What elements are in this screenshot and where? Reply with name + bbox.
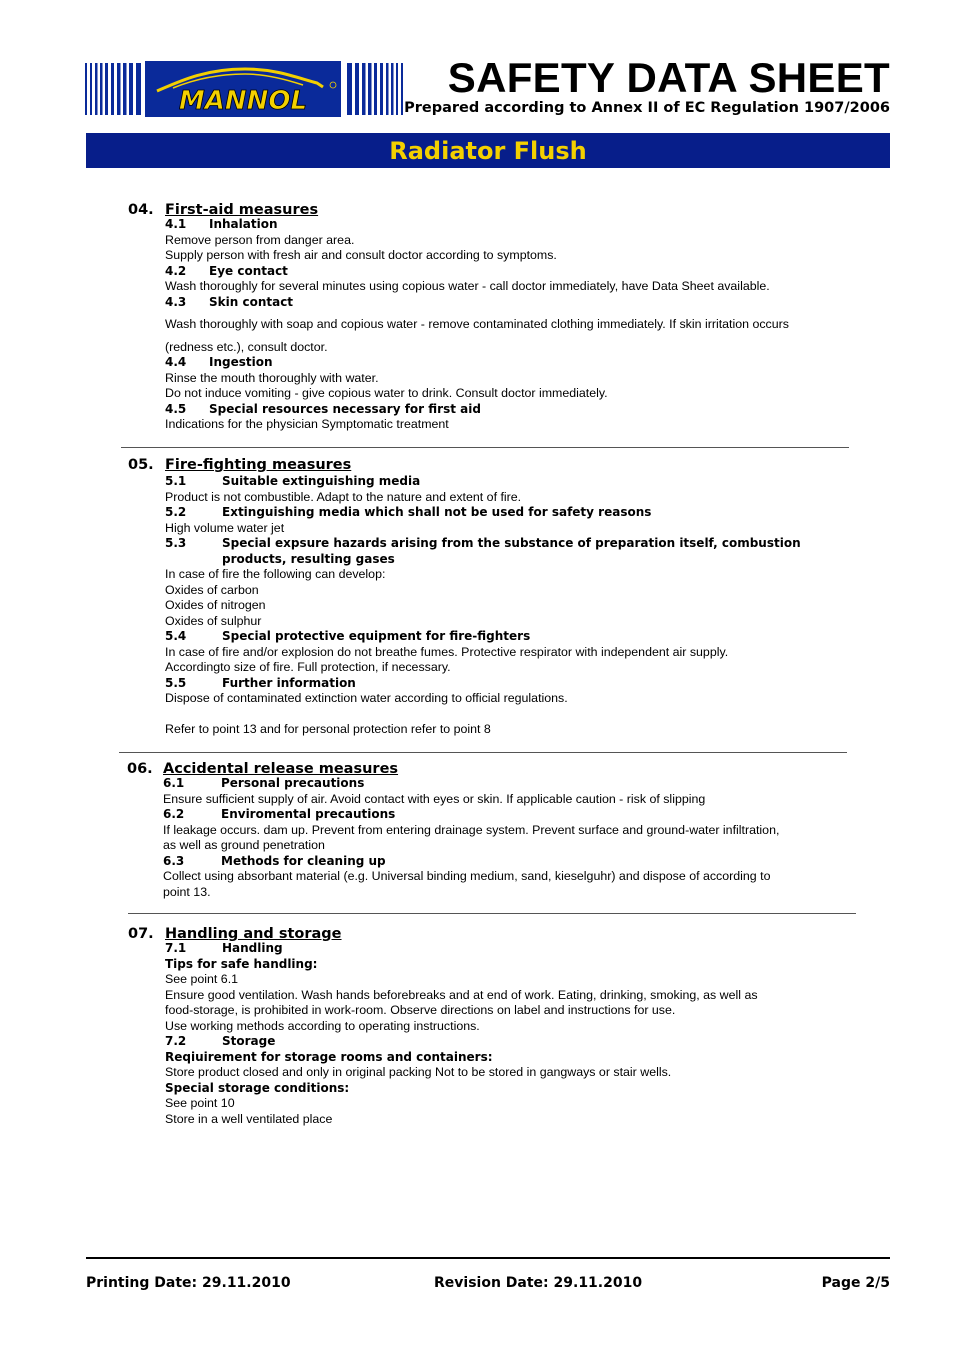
subsection-number: 4.5	[165, 401, 187, 416]
subsection-title: Suitable extinguishing media	[222, 474, 421, 488]
section-accidental-release	[163, 776, 779, 900]
subsection-heading	[165, 264, 789, 280]
section-number: 04.	[128, 202, 154, 218]
document-title: SAFETY DATA SHEET	[447, 54, 890, 101]
subsection-number: 5.4	[165, 629, 187, 643]
section-fire-fighting	[165, 474, 801, 737]
text-line: (redness etc.), consult doctor.	[165, 339, 328, 354]
subsection-number: 4.2	[165, 263, 187, 278]
section-number: 07.	[128, 926, 154, 942]
text-line: Supply person with fresh air and consult doctor according to symptoms.	[165, 248, 557, 262]
subsection-heading	[165, 629, 801, 645]
product-name: Radiator Flush	[389, 137, 587, 165]
subsection-number: 4.3	[165, 294, 187, 309]
subsection-number: 4.1	[165, 217, 187, 231]
text-line: See point 6.1	[165, 972, 239, 986]
text-line: Product is not combustible. Adapt to the nature and extent of fire.	[165, 489, 522, 504]
subsection-number: 5.1	[165, 474, 187, 488]
subsection-heading	[165, 217, 789, 233]
subsection-title: Special expsure hazards arising from the substance of preparation itself, combustion	[222, 536, 801, 550]
subsection-number: 7.2	[165, 1034, 187, 1048]
text-line: Wash thoroughly with soap and copious water - remove contaminated clothing immediately. If skin irritation occurs	[165, 317, 789, 331]
subsection-title: Further information	[222, 675, 356, 690]
text-line: food-storage, is prohibited in work-room. Observe directions on label and instructions for use.	[165, 1003, 676, 1017]
bold-label: Special storage conditions:	[165, 1080, 350, 1095]
bold-label: Tips for safe handling:	[165, 956, 318, 971]
subsection-number: 6.3	[163, 853, 185, 868]
text-line: Indications for the physician Symptomatic treatment	[165, 417, 449, 431]
subsection-heading	[163, 776, 779, 792]
subsection-title: Ingestion	[209, 355, 273, 369]
section-title: First-aid measures	[165, 202, 319, 218]
subsection-number: 6.1	[163, 776, 185, 790]
text-line: High volume water jet	[165, 520, 285, 535]
page-number: Page 2/5	[821, 1275, 890, 1291]
subsection-heading	[163, 807, 779, 823]
text-line: as well as ground penetration	[163, 838, 325, 852]
text-line: Dispose of contaminated extinction water according to official regulations.	[165, 691, 568, 705]
footer-divider	[86, 1257, 890, 1259]
text-line: Oxides of nitrogen	[165, 598, 266, 612]
subsection-heading	[165, 1034, 758, 1050]
document-subtitle: Prepared according to Annex II of EC Regulation 1907/2006	[404, 100, 890, 116]
subsection-heading	[163, 854, 779, 870]
section-handling-storage	[165, 941, 758, 1127]
subsection-title: Inhalation	[209, 217, 278, 231]
text-line: Rinse the mouth thoroughly with water.	[165, 370, 379, 385]
printing-date: Printing Date: 29.11.2010	[86, 1275, 291, 1291]
section-first-aid	[165, 217, 789, 433]
subsection-number: 5.2	[165, 505, 187, 519]
subsection-heading	[165, 676, 801, 692]
text-line: Ensure good ventilation. Wash hands beforebreaks and at end of work. Eating, drinking, smoking, as well as	[165, 987, 758, 1002]
text-line: In case of fire and/or explosion do not breathe fumes. Protective respirator with independent air supply.	[165, 644, 729, 659]
subsection-number: 5.3	[165, 536, 187, 550]
subsection-title: Skin contact	[209, 294, 294, 309]
section-divider	[121, 447, 849, 448]
subsection-heading	[165, 505, 801, 521]
text-line: In case of fire the following can develop:	[165, 567, 386, 581]
text-line: Use working methods according to operating instructions.	[165, 1018, 480, 1033]
section-number: 06.	[127, 761, 153, 777]
subsection-title: Special protective equipment for fire-fighters	[222, 629, 531, 643]
mannol-logo	[85, 61, 405, 117]
subsection-heading	[165, 402, 789, 418]
text-line: Remove person from danger area.	[165, 232, 355, 247]
text-line: See point 10	[165, 1096, 235, 1110]
subsection-title: Personal precautions	[221, 776, 365, 790]
text-line: Store product closed and only in original packing Not to be stored in gangways or stair wells.	[165, 1065, 672, 1079]
section-title: Handling and storage	[165, 926, 342, 942]
subsection-heading	[165, 295, 789, 311]
bold-label: Reqiuirement for storage rooms and containers:	[165, 1049, 493, 1064]
section-divider	[119, 752, 847, 753]
text-line: Do not induce vomiting - give copious water to drink. Consult doctor immediately.	[165, 386, 608, 400]
subsection-title: Eye contact	[209, 263, 288, 278]
text-line: Collect using absorbant material (e.g. Universal binding medium, sand, kieselguhr) and dispose of according to	[163, 869, 771, 883]
text-line: Accordingto size of fire. Full protection, if necessary.	[165, 660, 451, 674]
subsection-title: Storage	[222, 1034, 276, 1048]
subsection-title: Extinguishing media which shall not be used for safety reasons	[222, 505, 652, 519]
subsection-heading	[165, 941, 758, 957]
text-line: If leakage occurs. dam up. Prevent from entering drainage system. Prevent surface and ground-water infiltration,	[163, 822, 780, 837]
subsection-title: Handling	[222, 941, 283, 955]
section-number: 05.	[128, 457, 154, 473]
text-line: Ensure sufficient supply of air. Avoid contact with eyes or skin. If applicable caution - risk of slipping	[163, 791, 706, 806]
subsection-heading	[165, 355, 789, 371]
text-line: Store in a well ventilated place	[165, 1111, 333, 1126]
section-divider	[128, 913, 856, 914]
subsection-heading	[165, 536, 801, 552]
subsection-number: 4.4	[165, 355, 187, 369]
text-line: Oxides of carbon	[165, 582, 259, 597]
subsection-heading	[165, 474, 801, 490]
revision-date: Revision Date: 29.11.2010	[434, 1275, 643, 1291]
text-line: Refer to point 13 and for personal protection refer to point 8	[165, 721, 491, 736]
subsection-title: Enviromental precautions	[221, 807, 396, 821]
product-banner	[86, 133, 890, 168]
subsection-number: 6.2	[163, 807, 185, 821]
subsection-title: Special resources necessary for first aid	[209, 401, 481, 416]
subsection-number: 7.1	[165, 941, 187, 955]
section-title: Accidental release measures	[163, 761, 399, 777]
section-title: Fire-fighting measures	[165, 457, 352, 473]
text-line: Wash thoroughly for several minutes using copious water - call doctor immediately, have Data Sheet available.	[165, 279, 770, 293]
subsection-number: 5.5	[165, 675, 187, 690]
logo-text: MANNOL	[178, 86, 308, 116]
subsection-title: products, resulting gases	[222, 551, 395, 566]
text-line: point 13.	[163, 884, 211, 899]
subsection-heading	[165, 552, 801, 568]
subsection-title: Methods for cleaning up	[221, 853, 386, 868]
text-line: Oxides of sulphur	[165, 613, 262, 628]
